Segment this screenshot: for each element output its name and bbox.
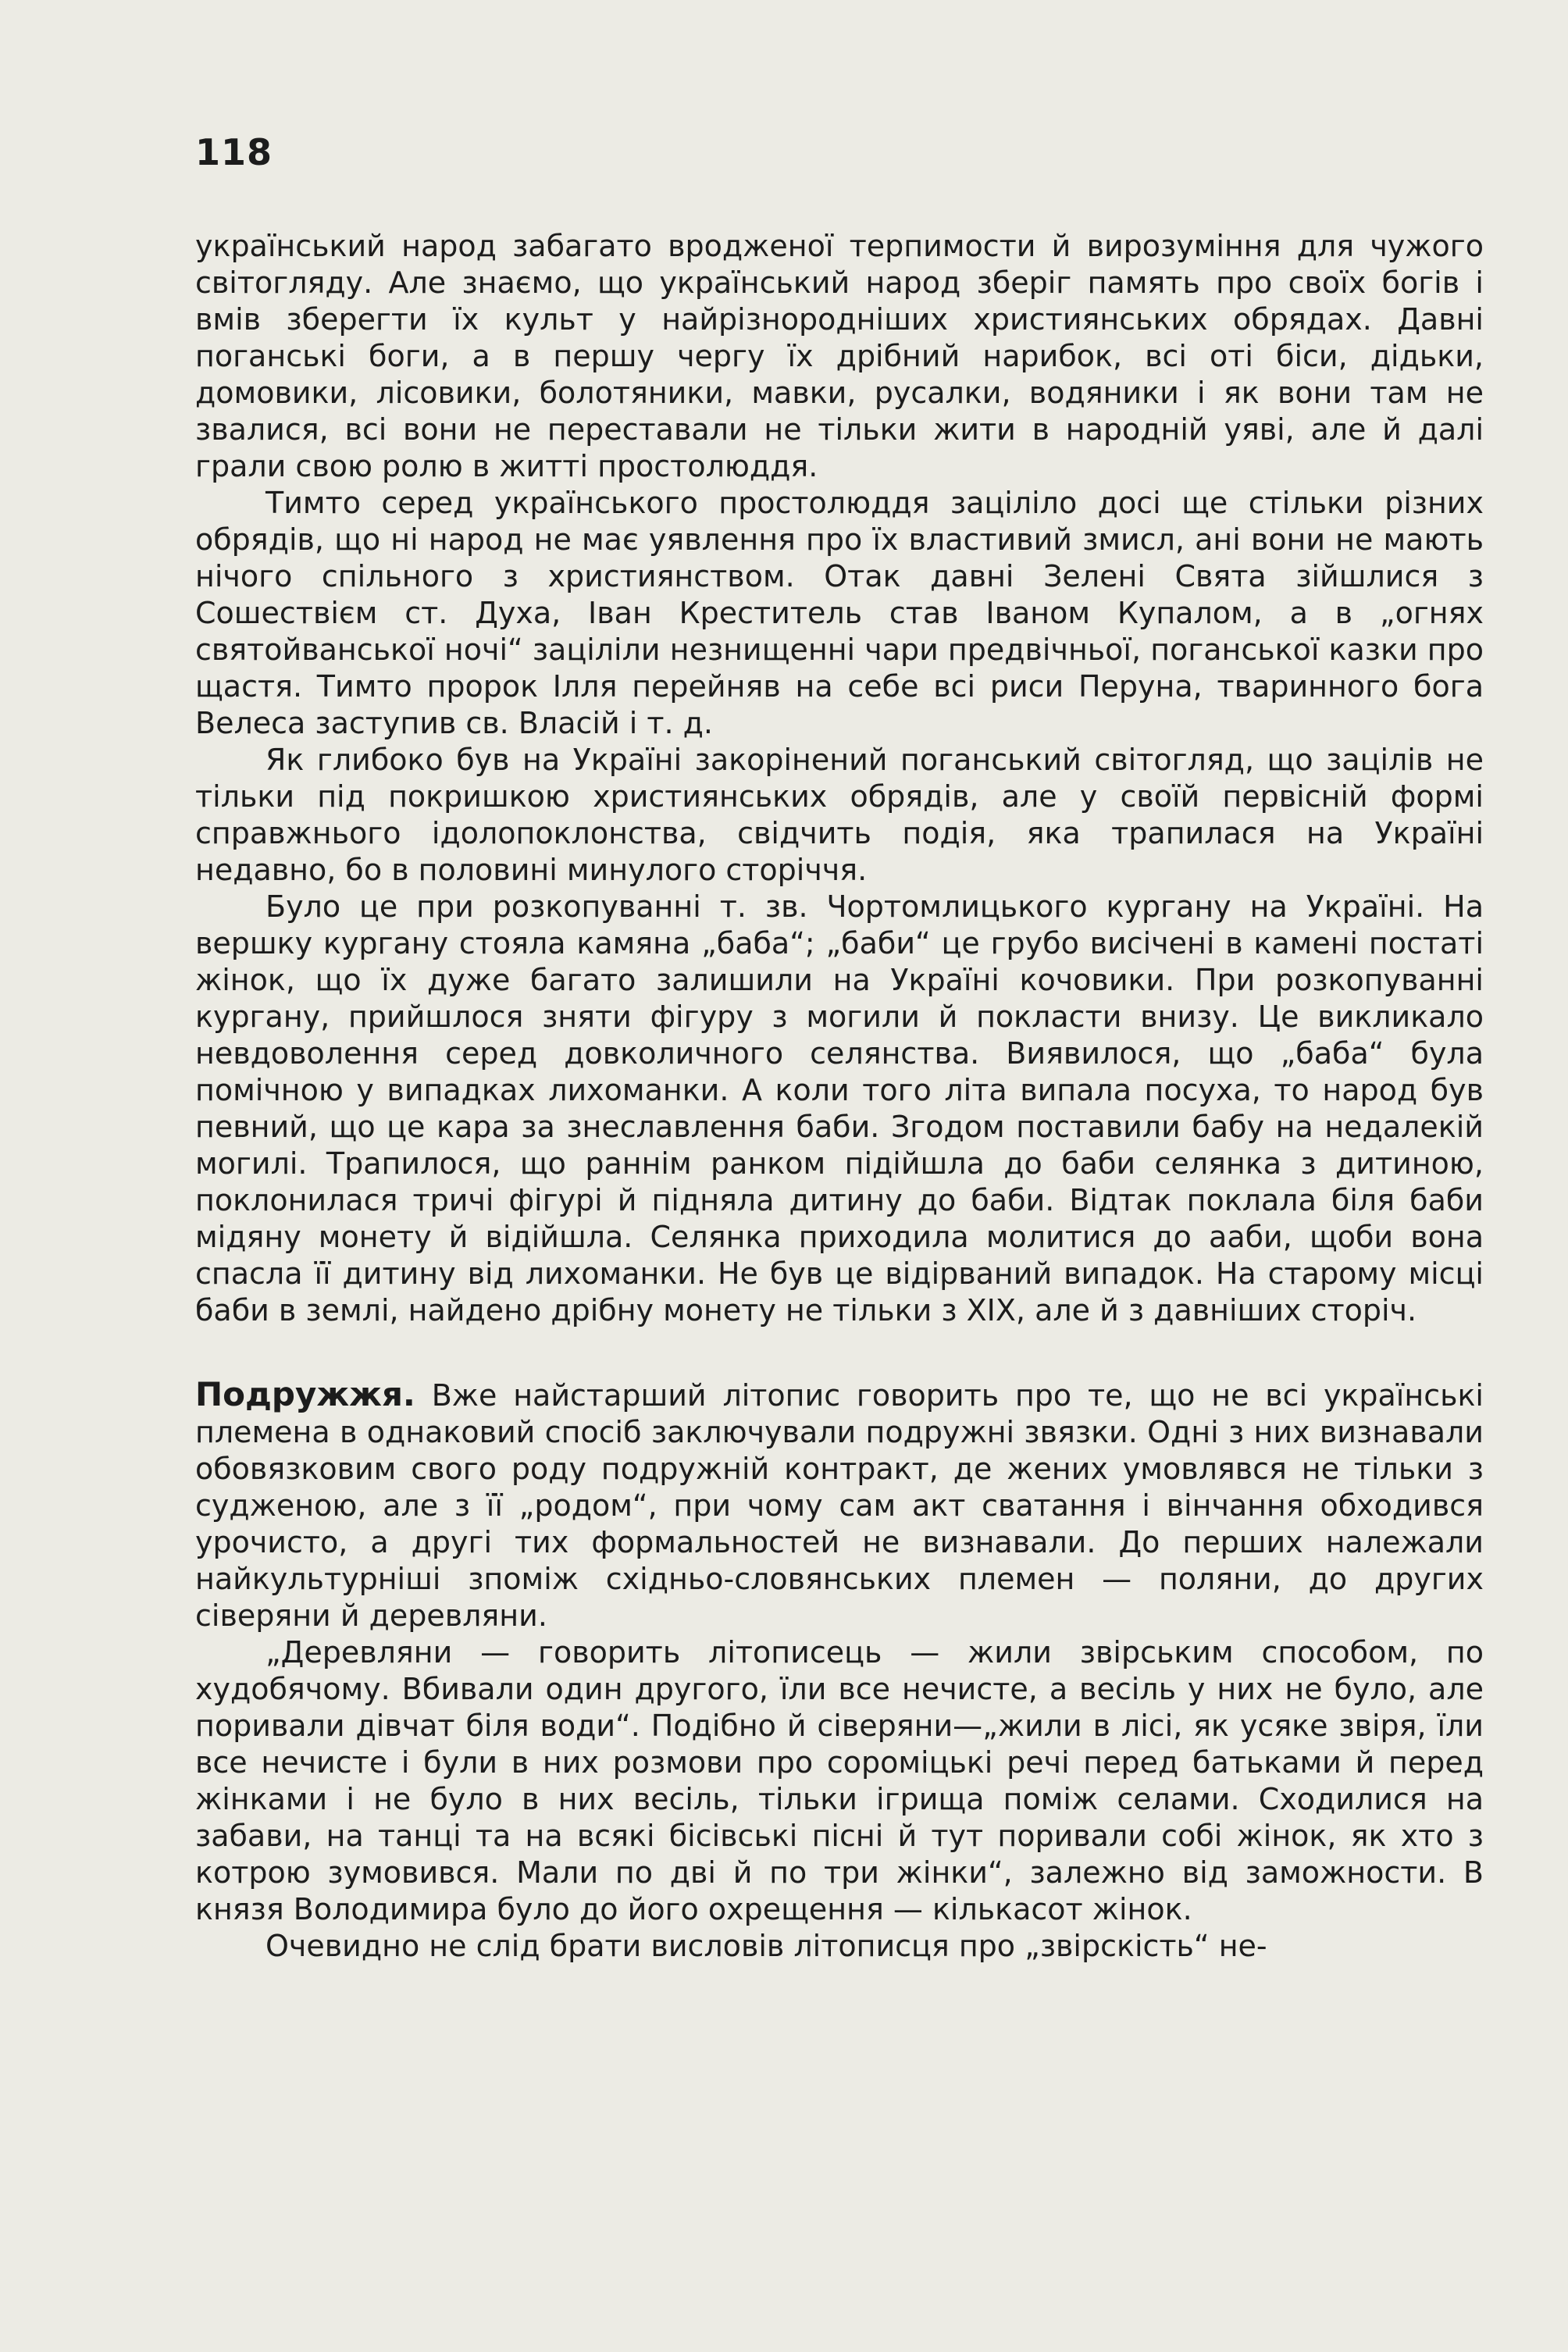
paragraph-3-text: Як глибоко був на Україні закорінений поганський світогляд, що зацілів не тільки під покришкою християнських обрядів, але у своїй первісній формі справжнього ідолопоклонства, свідчить подія, яка трапилася на Україні недавно, бо в половині минулого сторіччя. <box>195 743 1484 887</box>
paragraph-5-text: Вже найстарший літопис говорить про те, що не всі українські племена в однаковий спосіб заключували подружні звязки. Одні з них визнавали обовязковим свого роду подружній контракт, де жених умовлявся не тільки з судженою, але з її „родом“, при чому сам акт сватання і вінчання обходився урочисто, а другі тих формальностей не визнавали. До перших належали найкультурніші зпоміж східньо-словянських племен — поляни, до других сіверяни й деревляни. <box>195 1378 1484 1633</box>
paragraph-7 <box>195 1928 1484 1965</box>
paragraph-1 <box>195 228 1484 485</box>
paragraph-1-text: український народ забагато вродженої терпимости й вирозуміння для чужого світогляду. Але знаємо, що український народ зберіг память про своїх богів і вмів зберегти їх культ у найрізнородніших християнських обрядах. Давні поганські боги, а в першу чергу їх дрібний нарибок, всі оті біси, дідьки, домовики, лісовики, болотяники, мавки, русалки, водяники і як вони там не звалися, всі вони не переставали не тільки жити в народній уяві, але й далі грали свою ролю в житті простолюддя. <box>195 229 1484 483</box>
paragraph-4 <box>195 889 1484 1329</box>
section-heading: Подружжя. <box>195 1375 415 1413</box>
page-number: 118 <box>195 131 273 173</box>
paragraph-5-section <box>195 1376 1484 1634</box>
paragraph-2-text: Тимто серед українського простолюддя заціліло досі ще стільки різних обрядів, що ні народ не має уявлення про їх властивий змисл, ані вони не мають нічого спільного з християнством. Отак давні Зелені Свята зійшлися з Сошествієм ст. Духа, Іван Креститель став Іваном Купалом, а в „огнях святойванської ночі“ заціліли незнищенні чари предвічньої, поганської казки про щастя. Тимто пророк Ілля перейняв на себе всі риси Перуна, тваринного бога Велеса заступив св. Власій і т. д. <box>195 486 1484 740</box>
paragraph-6 <box>195 1634 1484 1928</box>
paragraph-7-text: Очевидно не слід брати висловів літописця про „звірскість“ не- <box>265 1929 1267 1963</box>
body-text <box>195 228 1484 1965</box>
paragraph-6-text: „Деревляни — говорить літописець — жили звірським способом, по худобячому. Вбивали один другого, їли все нечисте, а весіль у них не було, але поривали дівчат біля води“. Подібно й сіверяни—„жили в лісі, як усяке звіря, їли все нечисте і були в них розмови про сороміцькі речі перед батьками й перед жінками і не було в них весіль, тільки ігрища поміж селами. Сходилися на забави, на танці та на всякі бісівські пісні й тут поривали собі жінок, як хто з котрою зумовився. Мали по дві й по три жінки“, залежно від заможности. В князя Володимира було до його охрещення — кількасот жінок. <box>195 1635 1484 1926</box>
paragraph-4-text: Було це при розкопуванні т. зв. Чортомлицького кургану на Україні. На вершку кургану стояла камяна „баба“; „баби“ це грубо висічені в камені постаті жінок, що їх дуже багато залишили на Україні кочовики. При розкопуванні кургану, прийшлося зняти фігуру з могили й покласти внизу. Це викликало невдоволення серед довколичного селянства. Виявилося, що „баба“ була помічною у випадках лихоманки. А коли того літа випала посуха, то народ був певний, що це кара за знеславлення баби. Згодом поставили бабу на недалекій могилі. Трапилося, що раннім ранком підійшла до баби селянка з дитиною, поклонилася тричі фігурі й підняла дитину до баби. Відтак поклала біля баби мідяну монету й відійшла. Селянка приходила молитися до ааби, щоби вона спасла її дитину від лихоманки. Не був це відірваний випадок. На старому місці баби в землі, найдено дрібну монету не тільки з XIX, але й з давніших сторіч. <box>195 889 1484 1327</box>
paragraph-3 <box>195 742 1484 889</box>
paragraph-2 <box>195 485 1484 742</box>
